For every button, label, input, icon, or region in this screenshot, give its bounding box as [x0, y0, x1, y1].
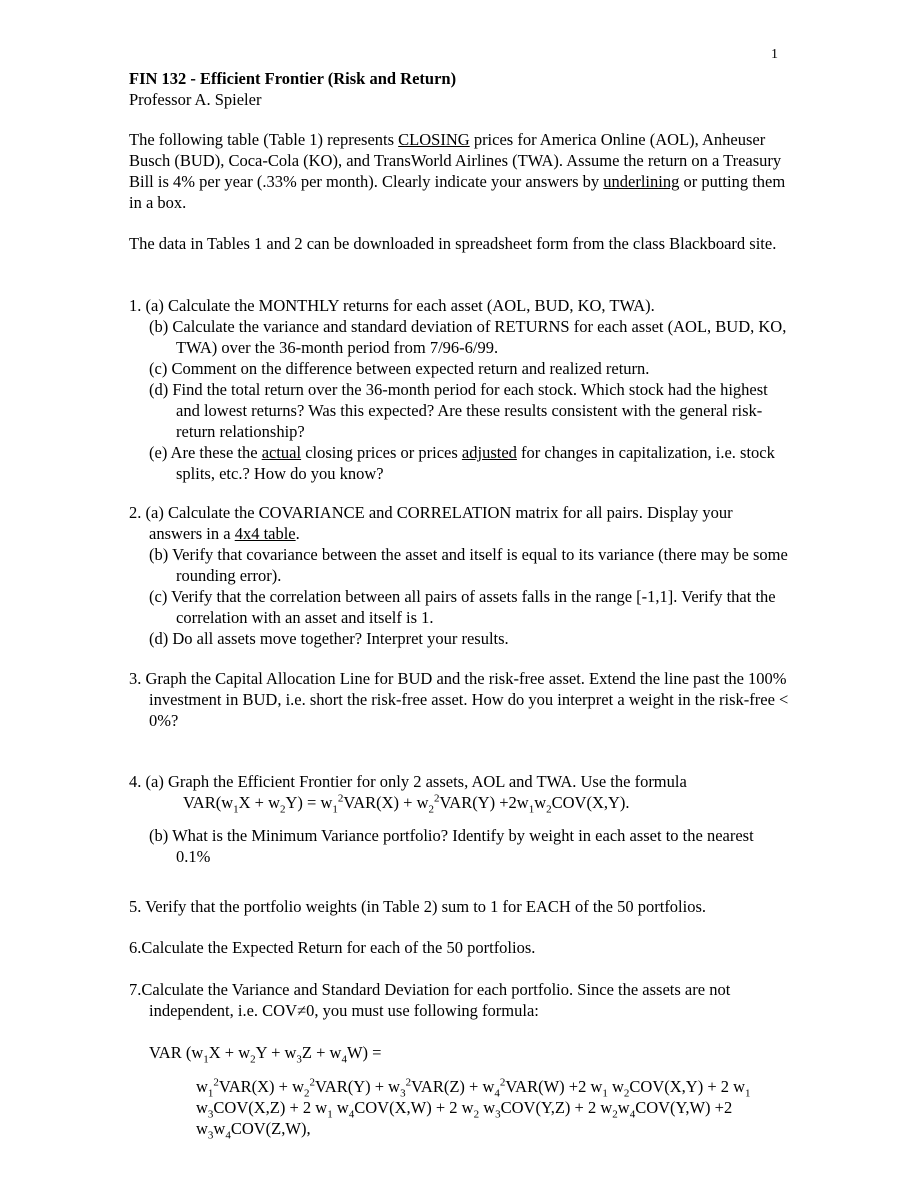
document-title: FIN 132 - Efficient Frontier (Risk and Return): [129, 69, 457, 88]
q1d: (d) Find the total return over the 36-month period for each stock. Which stock had the highest and lowest returns? Was this expected? Are these results consistent with the general risk-return relationship?: [149, 380, 768, 441]
question-7: 7.Calculate the Variance and Standard Deviation for each portfolio. Since the assets are not independent, i.e. COV≠0, you must use following formula: VAR $(w_1X + w_2Y + w_3Z + w_4W)$ = $w_1^2VAR(X) + w_2^2VAR(Y) + w_3^2VAR(Z) + w_4^2VAR(W) +2$ $w_1$ $w_2COV(X,Y) + 2$ $w_1$ $w_3COV(X,Z) + 2$ $w_1$ $w_4COV(X,W) + 2$ $w_2$ $w_3COV(Y,Z) + 2$ $w_2w_4COV(Y,W) +2$ $w_3w_4COV(Z,W)$,: [129, 979, 789, 1139]
question-5: 5. Verify that the portfolio weights (in Table 2) sum to 1 for EACH of the 50 portfolios.: [129, 897, 707, 916]
q4b: (b) What is the Minimum Variance portfolio? Identify by weight in each asset to the nearest 0.1%: [149, 826, 754, 866]
professor-line: Professor A. Spieler: [129, 90, 262, 109]
q1e: (e) Are these the actual closing prices or prices adjusted for changes in capitalization, i.e. stock splits, etc.? How do you know?: [149, 443, 775, 483]
question-3: 3. Graph the Capital Allocation Line for BUD and the risk-free asset. Extend the line past the 100% investment in BUD, i.e. short the risk-free asset. How do you interpret a weight in the risk-free < 0%?: [129, 669, 789, 730]
question-2: [129, 502, 789, 649]
q4-formula: $VAR(w_1X + w_2Y) = w_1^2VAR(X) + w_2^2VAR(Y) +2w_1w_2COV(X,Y)$.: [183, 792, 630, 816]
q2b: (b) Verify that covariance between the asset and itself is equal to its variance (there may be some rounding error).: [149, 545, 788, 585]
data-note-paragraph: The data in Tables 1 and 2 can be downloaded in spreadsheet form from the class Blackboard site.: [129, 234, 777, 253]
q2d: (d) Do all assets move together? Interpret your results.: [149, 629, 509, 648]
question-6: 6.Calculate the Expected Return for each of the 50 portfolios.: [129, 938, 536, 957]
question-4: [129, 771, 789, 867]
q2a: 2. (a) Calculate the COVARIANCE and CORRELATION matrix for all pairs. Display your answers in a 4x4 table.: [129, 503, 733, 543]
q1c: (c) Comment on the difference between expected return and realized return.: [149, 359, 650, 378]
q1a: 1. (a) Calculate the MONTHLY returns for each asset (AOL, BUD, KO, TWA).: [129, 296, 655, 315]
header: [129, 68, 789, 110]
intro-paragraph: The following table (Table 1) represents CLOSING prices for America Online (AOL), Anheuser Busch (BUD), Coca-Cola (KO), and TransWorld Airlines (TWA). Assume the return on a Treasury Bill is 4% per year (.33% per month). Clearly indicate your answers by underlining or putting them in a box.: [129, 130, 786, 212]
q2c: (c) Verify that the correlation between all pairs of assets falls in the range [-1,1]. Verify that the correlation with an asset and itself is 1.: [149, 587, 776, 627]
q7-formula-rhs: $w_1^2VAR(X) + w_2^2VAR(Y) + w_3^2VAR(Z) + w_4^2VAR(W) +2$ $w_1$ $w_2COV(X,Y) + 2$ $w_1$ $w_3COV(X,Z) + 2$ $w_1$ $w_4COV(X,W) + 2$ $w_2$ $w_3COV(Y,Z) + 2$ $w_2w_4COV(Y,W) +2$ $w_3w_4COV(Z,W)$,: [196, 1076, 751, 1142]
q1b: (b) Calculate the variance and standard deviation of RETURNS for each asset (AOL, BUD, KO, TWA) over the 36-month period from 7/96-6/99.: [149, 317, 787, 357]
page-number: 1: [771, 47, 778, 62]
question-1: [129, 295, 789, 484]
q4a: 4. (a) Graph the Efficient Frontier for only 2 assets, AOL and TWA. Use the formula: [129, 772, 687, 791]
q7-formula-lhs: VAR $(w_1X + w_2Y + w_3Z + w_4W)$ =: [149, 1043, 382, 1066]
